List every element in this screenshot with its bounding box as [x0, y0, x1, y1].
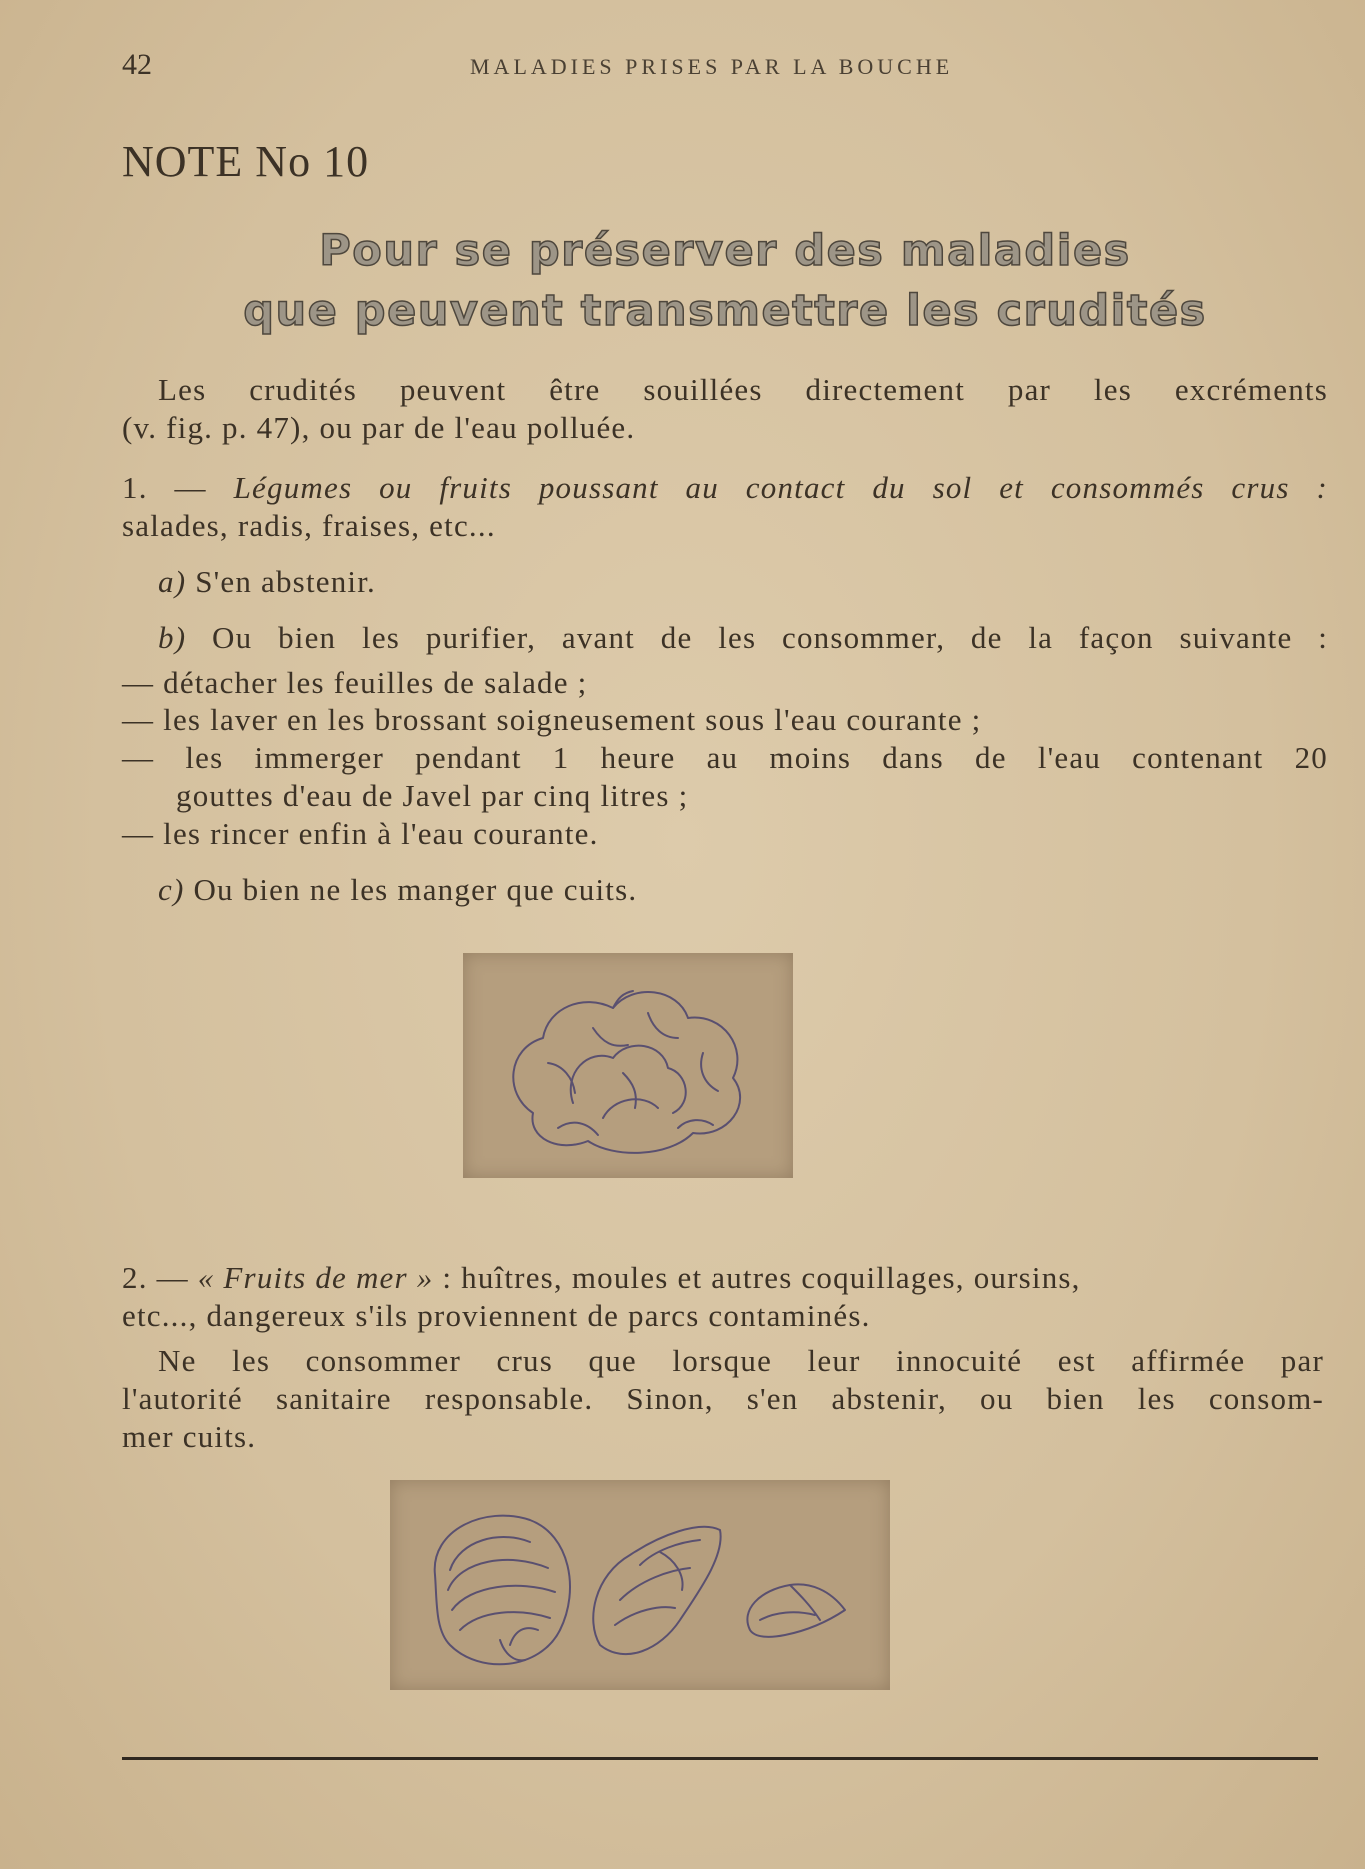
- heading-line-2: que peuvent transmettre les crudités: [243, 286, 1207, 336]
- footer-rule: [122, 1757, 1318, 1760]
- section-2-number: 2. —: [122, 1260, 189, 1295]
- item-b: [158, 620, 1328, 656]
- item-a-label: a): [158, 564, 187, 599]
- section-1-title: Légumes ou fruits poussant au contact du sol et consommés crus :: [233, 470, 1328, 505]
- section-2-title: « Fruits de mer »: [197, 1260, 434, 1295]
- section-2-paragraph-line-2: l'autorité sanitaire responsable. Sinon, s'en abstenir, ou bien les consom-: [122, 1381, 1324, 1416]
- section-2-heading: [122, 1260, 1081, 1296]
- item-c-text: Ou bien ne les manger que cuits.: [193, 872, 638, 907]
- intro-line-1: Les crudités peuvent être souillées directement par les excréments: [158, 372, 1328, 407]
- section-1-line-2: salades, radis, fraises, etc...: [122, 508, 496, 543]
- item-b-label: b): [158, 620, 187, 655]
- shellfish-figure: [390, 1480, 890, 1690]
- running-title: MALADIES PRISES PAR LA BOUCHE: [470, 54, 954, 79]
- item-c: [158, 872, 637, 908]
- shellfish-drawing: [390, 1480, 890, 1690]
- section-2-line-1-rest: : huîtres, moules et autres coquillages, oursins,: [442, 1260, 1081, 1295]
- section-2-paragraph-line-3: mer cuits.: [122, 1419, 257, 1454]
- step-4: — les rincer enfin à l'eau courante.: [122, 816, 599, 851]
- item-a-text: S'en abstenir.: [195, 564, 376, 599]
- lettuce-drawing: [463, 953, 793, 1178]
- intro-line-2: (v. fig. p. 47), ou par de l'eau polluée.: [122, 410, 636, 445]
- section-1-heading: [122, 470, 1328, 506]
- step-3-continued: gouttes d'eau de Javel par cinq litres ;: [176, 778, 689, 813]
- section-1-number: 1. —: [122, 470, 207, 505]
- step-2: — les laver en les brossant soigneusement sous l'eau courante ;: [122, 702, 982, 737]
- item-c-label: c): [158, 872, 185, 907]
- item-a: [158, 564, 376, 600]
- page-number: 42: [122, 48, 152, 81]
- lettuce-figure: [463, 953, 793, 1178]
- step-3: — les immerger pendant 1 heure au moins dans de l'eau contenant 20: [122, 740, 1328, 775]
- note-title: NOTE No 10: [122, 137, 370, 186]
- section-2-paragraph-line-1: Ne les consommer crus que lorsque leur innocuité est affirmée par: [158, 1343, 1324, 1378]
- step-1: — détacher les feuilles de salade ;: [122, 665, 588, 700]
- item-b-text: Ou bien les purifier, avant de les consommer, de la façon suivante :: [212, 620, 1329, 655]
- heading-line-1: Pour se préserver des maladies: [319, 226, 1131, 276]
- section-2-line-2: etc..., dangereux s'ils proviennent de parcs contaminés.: [122, 1298, 871, 1333]
